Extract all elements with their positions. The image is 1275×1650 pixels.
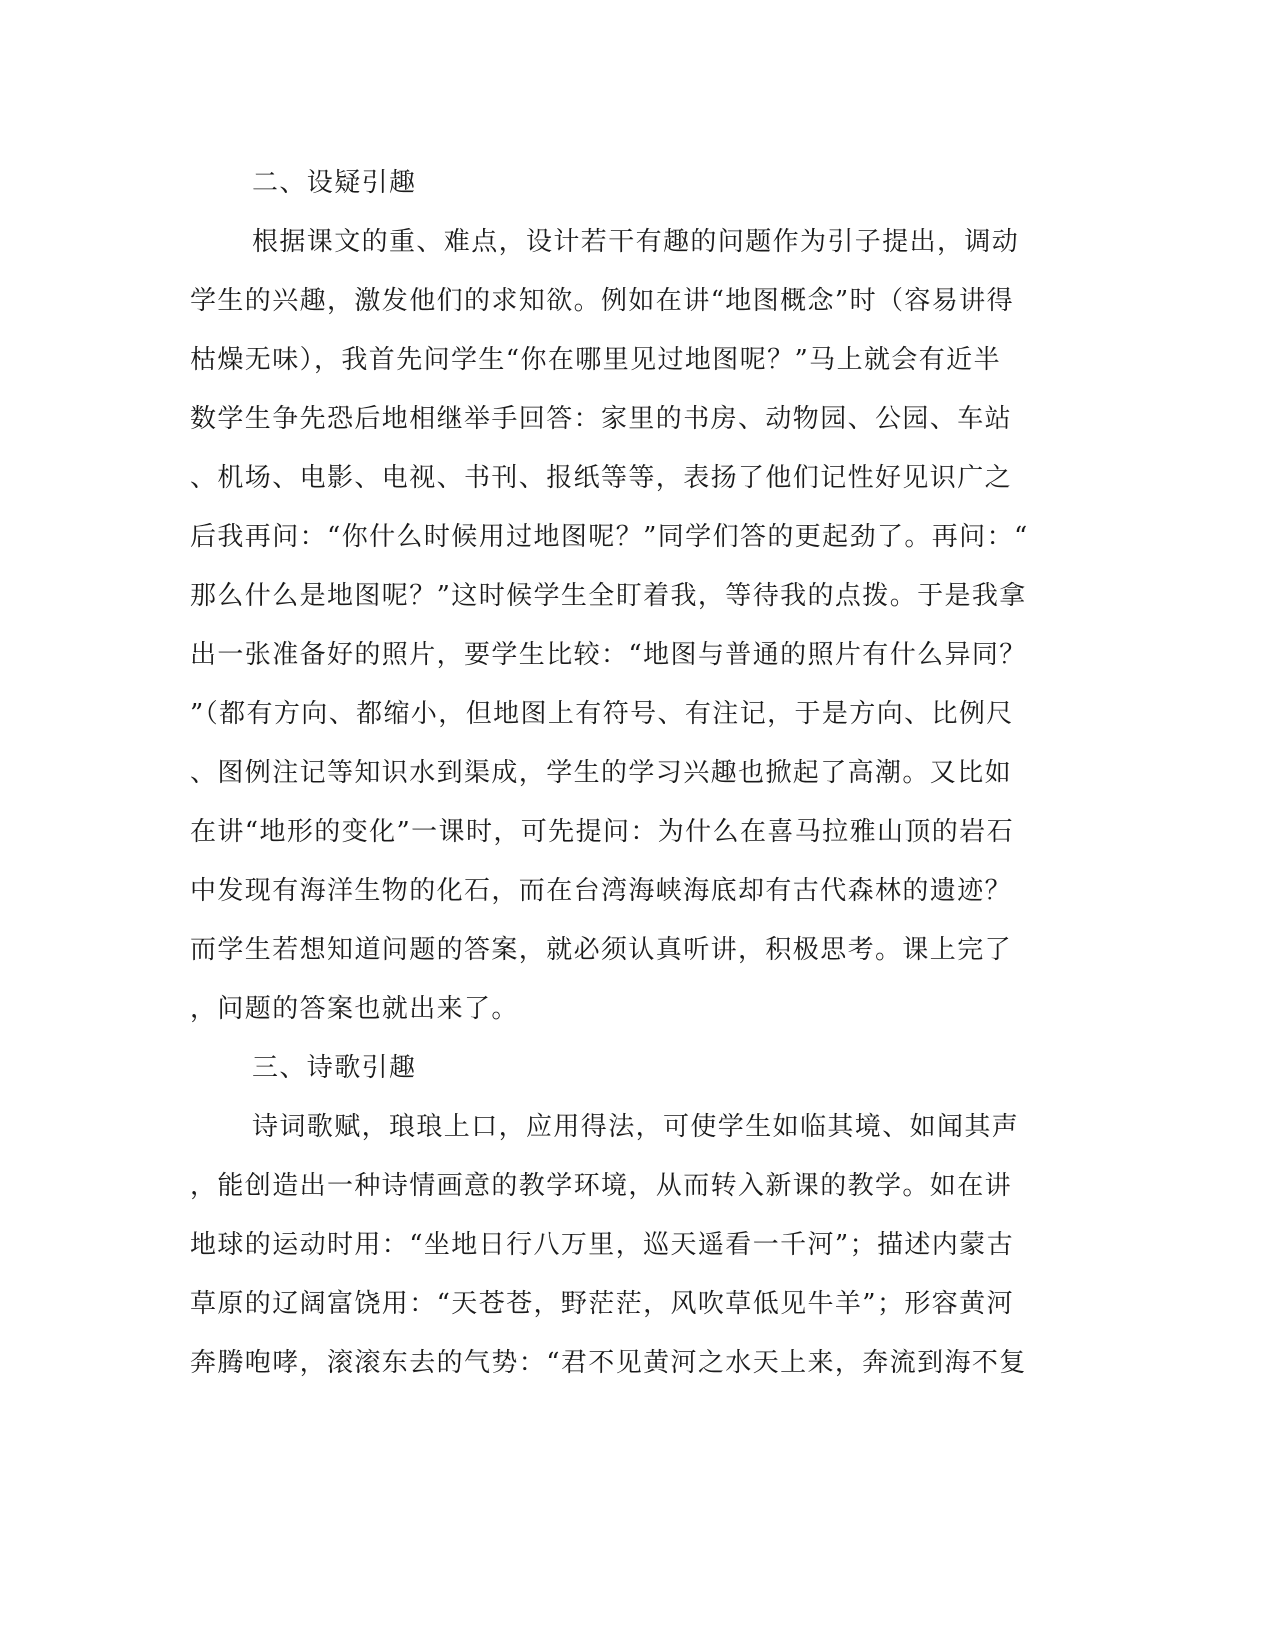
paragraph-line: 枯燥无味），我首先问学生“你在哪里见过地图呢？”马上就会有近半	[190, 345, 1001, 375]
section-heading-2: 二、设疑引趣	[252, 168, 417, 198]
paragraph-line: 数学生争先恐后地相继举手回答：家里的书房、动物园、公园、车站	[190, 404, 1013, 434]
paragraph-line: 根据课文的重、难点，设计若干有趣的问题作为引子提出，调动	[252, 227, 1020, 257]
paragraph-line: 、图例注记等知识水到渠成，学生的学习兴趣也掀起了高潮。又比如	[190, 758, 1013, 788]
paragraph-line: ，问题的答案也就出来了。	[190, 994, 519, 1024]
paragraph-line: 那么什么是地图呢？”这时候学生全盯着我，等待我的点拨。于是我拿	[190, 581, 1027, 611]
paragraph-line: ，能创造出一种诗情画意的教学环境，从而转入新课的教学。如在讲	[190, 1171, 1013, 1201]
paragraph-line: 学生的兴趣，激发他们的求知欲。例如在讲“地图概念”时（容易讲得	[190, 286, 1014, 316]
paragraph-line: 诗词歌赋，琅琅上口，应用得法，可使学生如临其境、如闻其声	[252, 1112, 1020, 1142]
paragraph-line: 奔腾咆哮，滚滚东去的气势：“君不见黄河之水天上来，奔流到海不复	[190, 1348, 1027, 1378]
paragraph-line: 在讲“地形的变化”一课时，可先提问：为什么在喜马拉雅山顶的岩石	[190, 817, 1014, 847]
paragraph-line: ”（都有方向、都缩小，但地图上有符号、有注记，于是方向、比例尺	[190, 699, 1014, 729]
section-heading-3: 三、诗歌引趣	[252, 1053, 417, 1083]
paragraph-line: 而学生若想知道问题的答案，就必须认真听讲，积极思考。课上完了	[190, 935, 1013, 965]
paragraph-line: 地球的运动时用：“坐地日行八万里，巡天遥看一千河”；描述内蒙古	[190, 1230, 1014, 1260]
paragraph-line: 、机场、电影、电视、书刊、报纸等等，表扬了他们记性好见识广之	[190, 463, 1013, 493]
paragraph-line: 后我再问：“你什么时候用过地图呢？”同学们答的更起劲了。再问：“	[190, 522, 1029, 552]
paragraph-line: 草原的辽阔富饶用：“天苍苍，野茫茫，风吹草低见牛羊”；形容黄河	[190, 1289, 1014, 1319]
paragraph-line: 中发现有海洋生物的化石，而在台湾海峡海底却有古代森林的遗迹？	[190, 876, 1013, 906]
paragraph-line: 出一张准备好的照片，要学生比较：“地图与普通的照片有什么异同？	[190, 640, 1027, 670]
